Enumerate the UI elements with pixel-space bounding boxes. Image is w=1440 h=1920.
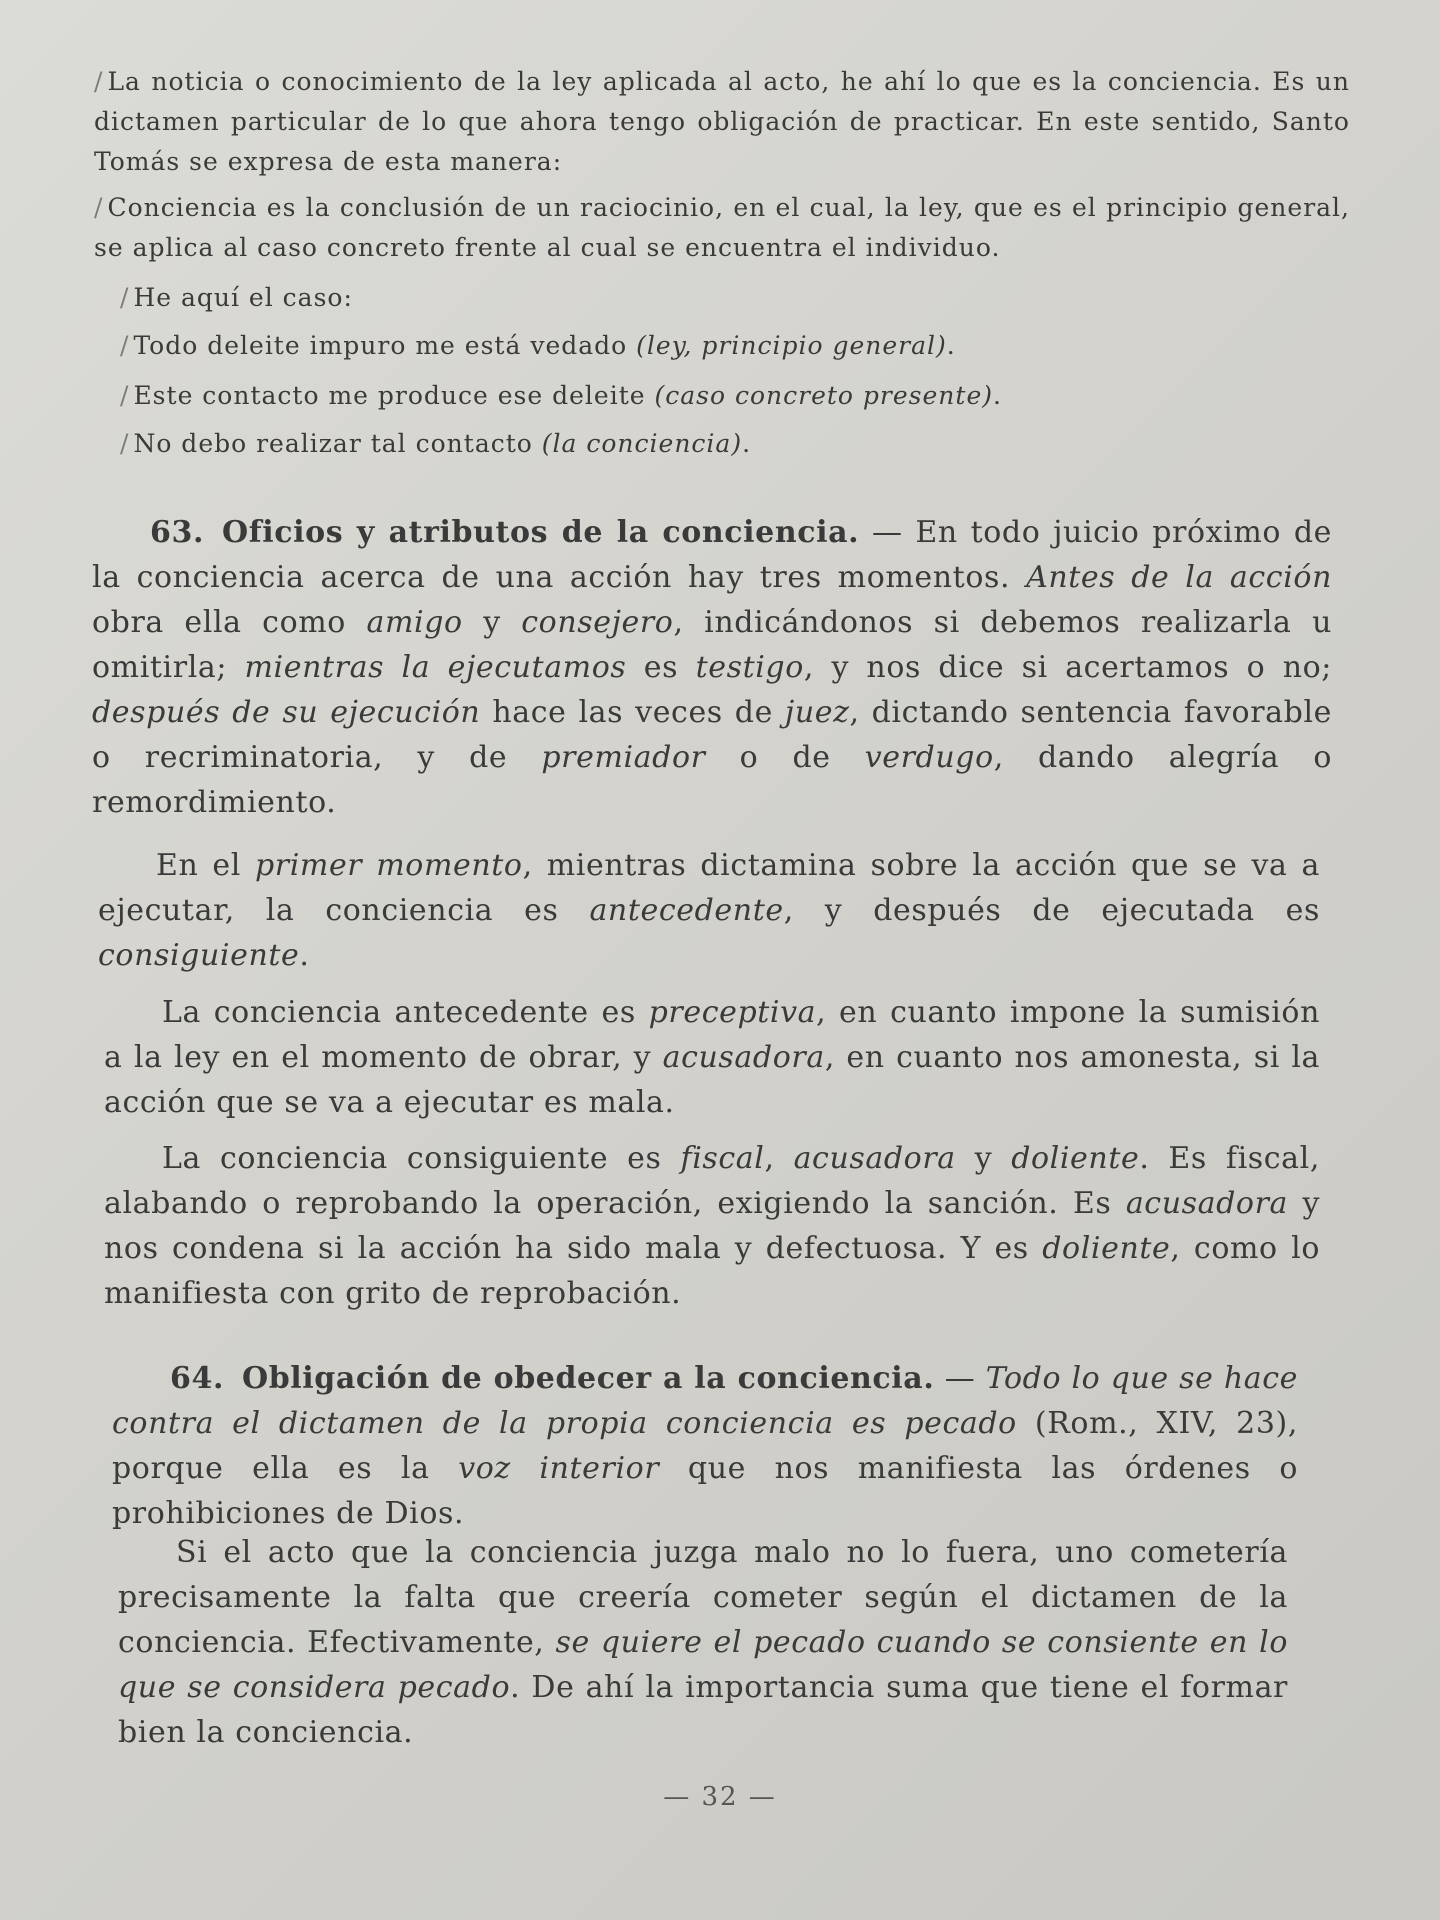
italic-run: mientras la ejecutamos [244, 650, 627, 685]
example-intro-text: He aquí el caso: [133, 283, 353, 312]
definition-text: Conciencia es la conclusión de un raciocinio, en el cual, la ley, que es el principio general, se aplica al caso concreto frente al cual se encuentra el individuo. [94, 193, 1350, 262]
margin-mark: / [94, 193, 104, 222]
italic-run: acusadora [1125, 1186, 1288, 1221]
section-63-paragraph-1 [92, 510, 1332, 825]
section-title: Oficios y atributos de la conciencia. [222, 515, 860, 550]
text-run: La conciencia antecedente es [162, 995, 649, 1030]
italic-run: fiscal [680, 1141, 765, 1176]
example-line [120, 326, 956, 366]
text-run: es [626, 650, 696, 685]
italic-run: verdugo [864, 740, 994, 775]
text-run: y [462, 605, 522, 640]
text-run: , dando alegría o remordimiento. [92, 740, 1333, 820]
section-number: 64. [170, 1361, 224, 1396]
text-run: y [955, 1141, 1012, 1176]
text-run: y nos condena si la acción ha sido mala y defectuosa. Y es [104, 1186, 1320, 1266]
example-line-note: (ley, principio general) [636, 331, 947, 360]
italic-run: antecedente [589, 893, 784, 928]
example-line-note: (la conciencia) [541, 429, 743, 458]
italic-run: acusadora [662, 1040, 825, 1075]
example-intro [120, 278, 353, 318]
text-run: , dictando sentencia favorable o recriminatoria, y de [92, 695, 1332, 775]
text-run: , indicándonos si debemos realizarla u omitirla; [92, 605, 1332, 685]
paragraph-text [98, 848, 1320, 973]
paragraph-text [104, 995, 1320, 1120]
italic-run: voz interior [458, 1451, 660, 1486]
italic-run: primer momento [254, 848, 523, 883]
text-run: , [764, 1141, 794, 1176]
italic-run: Antes de la acción [1026, 560, 1332, 595]
section-64-paragraph-2 [118, 1530, 1288, 1755]
section-63-paragraph-4 [104, 1136, 1320, 1316]
text-run: . De ahí la importancia suma que tiene el formar bien la conciencia. [118, 1670, 1289, 1750]
italic-run: testigo [695, 650, 804, 685]
italic-run: preceptiva [648, 995, 817, 1030]
margin-mark: / [120, 381, 130, 410]
example-line-note: (caso concreto presente) [654, 381, 994, 410]
text-run: . [299, 938, 310, 973]
italic-run: acusadora [793, 1141, 956, 1176]
text-run: . Es fiscal, alabando o reprobando la operación, exigiendo la sanción. Es [104, 1141, 1320, 1221]
italic-run: Todo lo que se hace contra el dictamen de la propia conciencia es pecado [112, 1361, 1298, 1441]
example-line-end: . [993, 381, 1002, 410]
example-line-end: . [742, 429, 752, 458]
margin-mark: / [120, 283, 130, 312]
section-dash: — [934, 1361, 986, 1396]
text-run: (Rom., XIV, 23), porque ella es la [112, 1406, 1298, 1486]
text-run: , en cuanto nos amonesta, si la acción que se va a ejecutar es mala. [104, 1040, 1320, 1120]
text-run: , mientras dictamina sobre la acción que se va a ejecutar, la conciencia es [98, 848, 1320, 928]
italic-run: se quiere el pecado cuando se consiente en lo que se considera pecado [118, 1625, 1288, 1705]
definition-paragraph [94, 188, 1350, 268]
italic-run: después de su ejecución [92, 695, 481, 730]
text-run: La conciencia consiguiente es [162, 1141, 681, 1176]
margin-mark: / [120, 429, 130, 458]
example-line-text: Todo deleite impuro me está vedado [133, 331, 637, 360]
intro-paragraph [94, 62, 1350, 182]
text-run: que nos manifiesta las órdenes o prohibiciones de Dios. [112, 1451, 1298, 1531]
margin-mark: / [94, 67, 104, 96]
margin-mark: / [120, 331, 130, 360]
example-line [120, 376, 1002, 416]
italic-run: juez [784, 695, 850, 730]
section-number: 63. [150, 515, 204, 550]
text-run: hace las veces de [480, 695, 785, 730]
section-63-paragraph-2 [98, 843, 1320, 978]
example-line [120, 424, 751, 464]
italic-run: doliente [1011, 1141, 1140, 1176]
paragraph-text [118, 1535, 1288, 1750]
section-63-paragraph-3 [104, 990, 1320, 1125]
text-run: obra ella como [92, 605, 367, 640]
text-run: , y después de ejecutada es [783, 893, 1320, 928]
intro-text: La noticia o conocimiento de la ley aplicada al acto, he ahí lo que es la conciencia. Es un dictamen particular de lo que ahora tengo obligación de practicar. En este sentido, Santo Tomás se expresa de esta manera: [94, 67, 1350, 176]
italic-run: consejero [521, 605, 674, 640]
example-line-text: Este contacto me produce ese deleite [133, 381, 655, 410]
example-line-text: No debo realizar tal contacto [133, 429, 542, 458]
italic-run: amigo [366, 605, 463, 640]
text-run: Si el acto que la conciencia juzga malo no lo fuera, uno cometería precisamente la falta que creería cometer según el dictamen de la conciencia. Efectivamente, [118, 1535, 1288, 1660]
section-dash: — [859, 515, 916, 550]
text-run: , y nos dice si acertamos o no; [803, 650, 1333, 685]
italic-run: doliente [1042, 1231, 1171, 1266]
text-run: , en cuanto impone la sumisión a la ley en el momento de obrar, y [104, 995, 1321, 1075]
text-run: o de [705, 740, 865, 775]
section-title: Obligación de obedecer a la conciencia. [242, 1361, 935, 1396]
page-number: — 32 — [663, 1782, 777, 1812]
section-64-paragraph-1 [112, 1356, 1298, 1536]
italic-run: premiador [541, 740, 706, 775]
text-run: , como lo manifiesta con grito de reprobación. [104, 1231, 1320, 1311]
italic-run: consiguiente [98, 938, 300, 973]
paragraph-text [92, 515, 1332, 820]
paragraph-text [104, 1141, 1320, 1311]
example-line-end: . [946, 331, 956, 360]
text-run: En el [156, 848, 255, 883]
text-run: En todo juicio próximo de la conciencia acerca de una acción hay tres momentos. [92, 515, 1332, 595]
